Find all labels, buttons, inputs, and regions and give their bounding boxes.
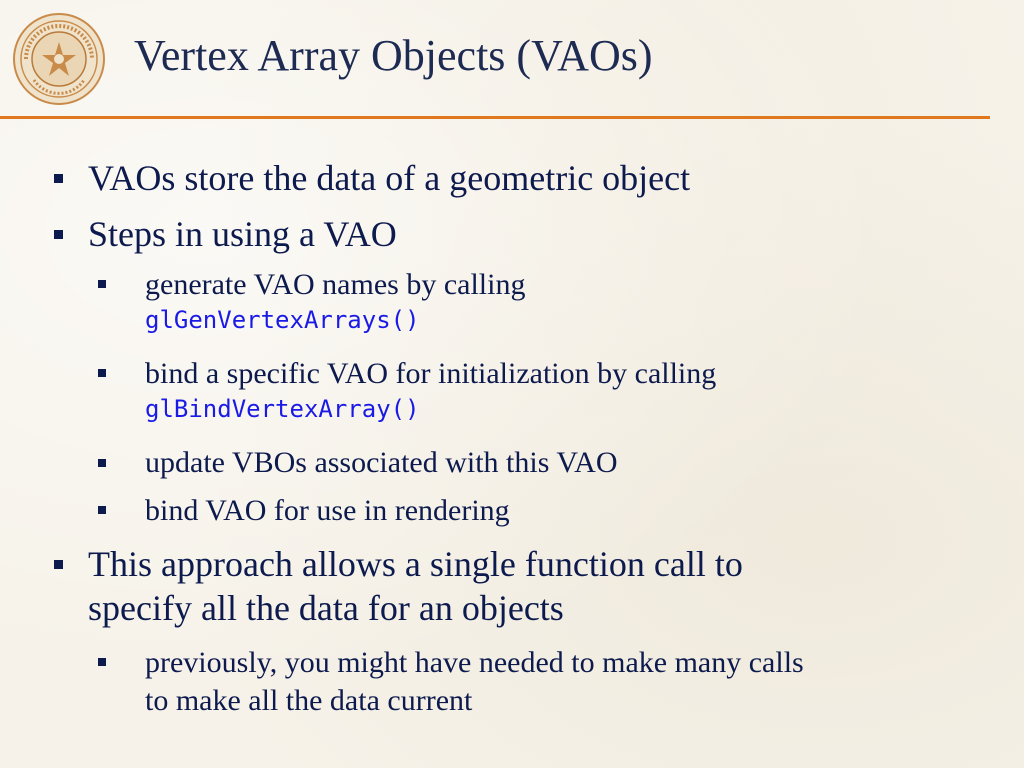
sub-bullet-generate — [145, 266, 525, 336]
sub-bullet-previously — [145, 644, 804, 720]
bullet-marker — [54, 560, 63, 569]
sub-bullet-previously-line2: to make all the data current — [145, 684, 473, 717]
sub-bullet-marker — [98, 506, 106, 514]
sub-bullet-marker — [98, 658, 106, 666]
sub-bullet-text: bind a specific VAO for initialization by calling — [145, 357, 717, 390]
sub-bullet-bind-init — [145, 355, 716, 425]
bullet-marker — [54, 230, 63, 239]
sub-bullet-bind-render: bind VAO for use in rendering — [145, 494, 510, 527]
sub-bullet-marker — [98, 459, 106, 467]
sub-bullet-previously-line1: previously, you might have needed to make many calls — [145, 646, 804, 679]
bullet-approach-line1: This approach allows a single function call to — [88, 544, 743, 584]
sub-bullet-update-vbos: update VBOs associated with this VAO — [145, 446, 618, 479]
bullet-approach — [88, 542, 743, 630]
bullet-vaos-store: VAOs store the data of a geometric object — [88, 158, 691, 198]
university-seal-logo — [12, 12, 106, 106]
bullet-steps: Steps in using a VAO — [88, 214, 397, 254]
sub-bullet-text: generate VAO names by calling — [145, 268, 526, 301]
code-glgenvertexarrays: glGenVertexArrays() — [145, 306, 420, 334]
code-glbindvertexarray: glBindVertexArray() — [145, 395, 420, 423]
bullet-approach-line2: specify all the data for an objects — [88, 588, 564, 628]
slide-title: Vertex Array Objects (VAOs) — [134, 31, 653, 80]
title-divider — [0, 116, 990, 119]
sub-bullet-marker — [98, 280, 106, 288]
bullet-marker — [54, 174, 63, 183]
sub-bullet-marker — [98, 369, 106, 377]
